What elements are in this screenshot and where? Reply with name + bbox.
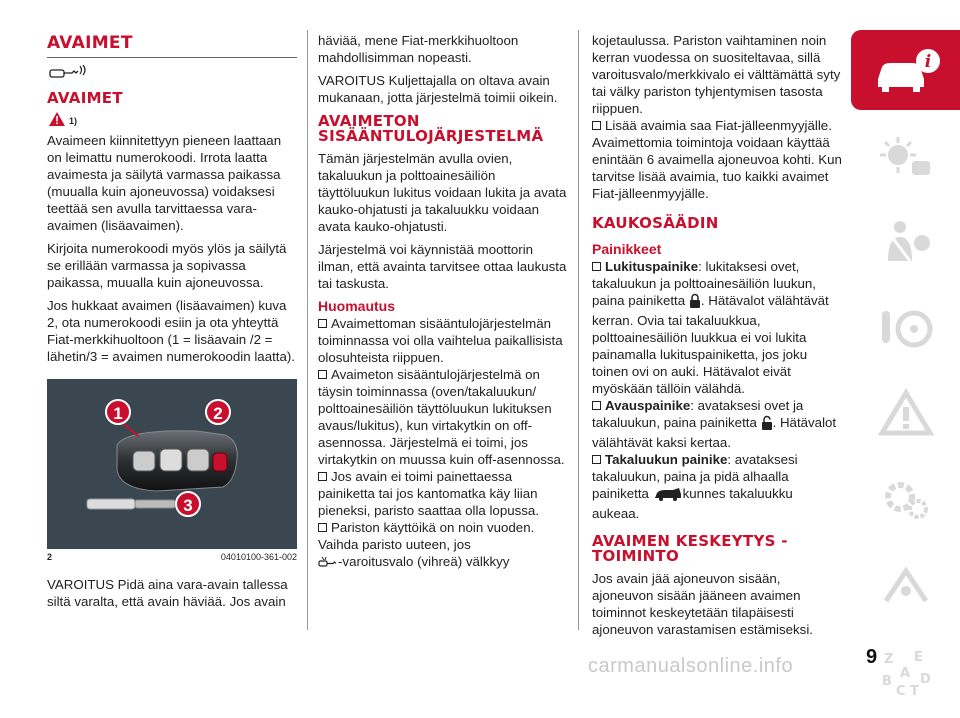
column-2: [318, 32, 568, 573]
bullet-item-lock: Lukituspainike: lukitaksesi ovet, takaluukun ja polttoainesäiliön luukun, paina painiketta . Hätävalot välähtävät kerran. Ovia tai takaluukkua, polttoainesäiliön luukkua ei voi lukita painamalla lukituspainiketta, jos joku toinen ovi on auki. Hätävalot eivät myöskään tällöin välähdä.: [592, 259, 829, 396]
column-divider: [307, 30, 308, 630]
column-3: [592, 32, 842, 644]
paragraph: Avaimeen kiinnitettyyn pieneen laattaan on leimattu numerokoodi. Irrota laatta avaimesta ja säilytä varmassa paikassa (muualla kuin ajoneuvossa) voidaksesi teettää sen avulla tarvittaessa vara-avaimen (lisäavaimen).: [47, 133, 282, 233]
car-trunk-icon: [653, 488, 683, 505]
svg-text:A: A: [899, 666, 910, 681]
bullet-item-trunk: Takaluukun painike: avataksesi takaluukun, paina ja pidä alhaalla painiketta kunnes takaluukku aukeaa.: [592, 452, 798, 521]
paragraph: kojetaulussa. Pariston vaihtaminen noin kerran vuodessa on suositeltavaa, sillä varoitusvalo/merkkivalo ei välttämättä syty tai välky pariston tyhjentymisen tasosta riippuen.: [592, 33, 841, 116]
alphabet-index-icon: [876, 647, 936, 697]
bullet-item: Avaimeton sisääntulojärjestelmä on täysin toiminnassa (oven/takaluukun/ polttoainesäiliön täyttöluukun lukituksen avaus/lukitus), kun virtakytkin on off-asennossa. Järjestelmä ei toimi, jos virtakytkin on muussa kuin off-asennossa.: [318, 367, 565, 467]
bullet-box-icon: [318, 319, 327, 328]
column-1: [47, 30, 297, 616]
lock-icon: [689, 293, 701, 312]
section-title: KAUKOSÄÄDIN: [592, 214, 719, 232]
figure-caption: [47, 552, 297, 562]
steering-wheel-icon: [876, 303, 936, 353]
key-illustration: [47, 379, 297, 549]
bullet-box-icon: [592, 455, 601, 464]
bullet-box-icon: [318, 370, 327, 379]
bullet-item: Pariston käyttöikä on noin vuoden. Vaihda paristo uuteen, jos -varoitusvalo (vihreä) välkkyy: [318, 519, 568, 573]
light-dashboard-icon: [876, 131, 936, 181]
warning-ref: [49, 112, 297, 126]
warning-paragraph: VAROITUS Pidä aina vara-avain tallessa siltä varalta, että avain häviää. Jos avain: [47, 577, 288, 609]
bullet-item-unlock: Avauspainike: avataksesi ovet ja takaluukun, paina painiketta . Hätävalot välähtävät kaksi kertaa.: [592, 398, 837, 450]
paragraph: Järjestelmä voi käynnistää moottorin ilman, että avainta tarvitsee ottaa laukusta tai taskusta.: [318, 242, 567, 291]
warning-emergency-icon: [876, 389, 936, 439]
seatbelt-safety-icon: [876, 217, 936, 267]
tab-maintenance[interactable]: [851, 460, 960, 540]
tab-driving[interactable]: [851, 288, 960, 368]
svg-text:Z: Z: [883, 652, 893, 667]
paragraph: Avaimettomia toimintoja voidaan käyttää enintään 6 avaimella ajoneuvoa kohti. Kun tarvitse lisää avaimia, tuo kaikki avaimet Fiat-jälleenmyyjälle.: [592, 135, 842, 201]
section-rule: [47, 57, 297, 58]
callout-2: 2: [205, 399, 231, 425]
subheading: Painikkeet: [592, 241, 662, 257]
figure-code: 04010100-361-002: [220, 552, 297, 562]
tab-car-info[interactable]: [851, 30, 960, 110]
paragraph: Tämän järjestelmän avulla ovien, takaluukun ja polttoainesäiliön täyttöluukun lukitus voidaan lukita ja avata kauko-ohjatusti ja takaluukku voidaan avata kauko-ohjatusti.: [318, 151, 567, 234]
unlock-icon: [761, 415, 773, 434]
warning-triangle-icon: [49, 112, 65, 126]
bullet-item: Avaimettoman sisääntulojärjestelmän toiminnassa voi olla vaihtelua paikallisista olosuhteista riippuen.: [318, 316, 563, 365]
callout-3: 3: [175, 491, 201, 517]
paragraph: Jos hukkaat avaimen (lisäavaimen) kuva 2, ota numerokoodi esiin ja ota yhteyttä Fiat-merkkihuoltoon (1 = lisäavain /2 = lähetin/3 = avaimen numerokoodin laatta).: [47, 298, 295, 364]
bullet-box-icon: [592, 262, 601, 271]
bullet-box-icon: [592, 401, 601, 410]
paragraph: Jos avain jää ajoneuvon sisään, ajoneuvon sisään jääneen avaimen toiminnot keskeytetään tilapäisesti ajoneuvon varastamisen estämiseksi.: [592, 571, 813, 637]
side-tabs: [851, 30, 960, 718]
key-figure: [47, 379, 297, 549]
svg-text:C: C: [895, 684, 906, 699]
bullet-item: Jos avain ei toimi painettaessa painiketta tai jos kantomatka käy liian pieneksi, paristo saattaa olla lopussa.: [318, 469, 540, 518]
svg-text:E: E: [913, 650, 923, 665]
tab-technical[interactable]: [851, 546, 960, 626]
warning-ref-number: 1): [69, 116, 78, 126]
section-title: AVAIMETON SISÄÄNTULOJÄRJESTELMÄ: [318, 112, 544, 145]
watermark: carmanualsonline.info: [588, 655, 794, 677]
warning-paragraph: VAROITUS Kuljettajalla on oltava avain mukanaan, jotta järjestelmä toimii oikein.: [318, 73, 558, 105]
callout-1: 1: [105, 399, 131, 425]
bullet-box-icon: [318, 472, 327, 481]
column-divider: [578, 30, 579, 630]
section-title: AVAIMEN KESKEYTYS -TOIMINTO: [592, 532, 788, 565]
svg-text:T: T: [909, 684, 919, 699]
tab-emergency[interactable]: [851, 374, 960, 454]
bullet-item: Lisää avaimia saa Fiat-jälleenmyyjälle.: [592, 117, 842, 134]
technical-data-icon: [876, 561, 936, 611]
bullet-box-icon: [318, 523, 327, 532]
tab-index[interactable]: [851, 632, 960, 712]
gear-maintenance-icon: [876, 475, 936, 525]
key-fob-icon: [49, 64, 297, 85]
tab-lights[interactable]: [851, 116, 960, 196]
key-warning-light-icon: [318, 556, 338, 573]
figure-number: 2: [47, 552, 53, 562]
svg-text:i: i: [924, 52, 931, 72]
tab-safety[interactable]: [851, 202, 960, 282]
paragraph: Kirjoita numerokoodi myös ylös ja säilytä se erillään varmassa ja sopivassa paikassa, muualla kuin ajoneuvossa.: [47, 241, 287, 290]
section-title: AVAIMET: [47, 33, 133, 53]
subsection-title: AVAIMET: [47, 89, 123, 107]
car-info-icon: [870, 45, 942, 95]
svg-text:D: D: [919, 672, 931, 687]
svg-text:B: B: [881, 674, 892, 689]
paragraph: häviää, mene Fiat-merkkihuoltoon mahdollisimman nopeasti.: [318, 33, 519, 65]
bullet-box-icon: [592, 121, 601, 130]
page-number: 9: [866, 646, 878, 668]
subheading: Huomautus: [318, 298, 395, 314]
